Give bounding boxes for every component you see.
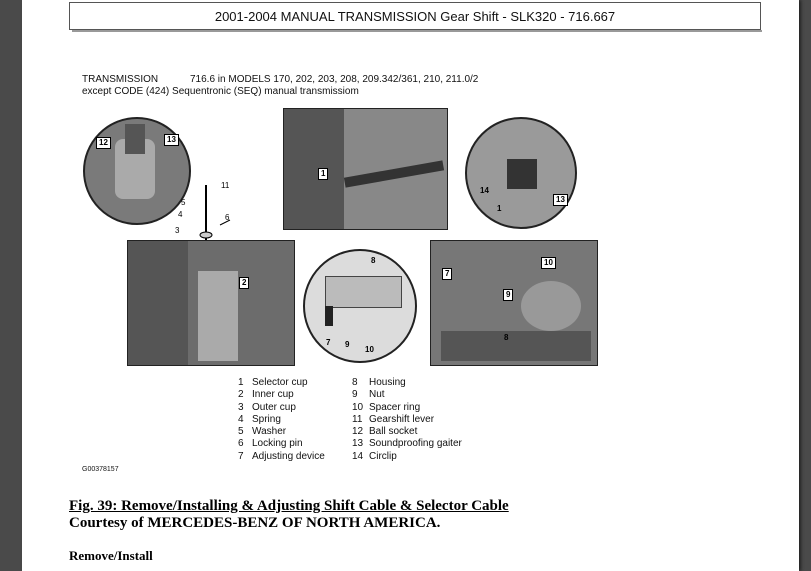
label-3: 3	[175, 226, 180, 235]
legend-num: 8	[352, 377, 358, 388]
label-7: 7	[326, 338, 331, 347]
legend-text: Selector cup	[252, 377, 308, 388]
legend-num: 4	[238, 413, 244, 425]
legend-row	[238, 402, 462, 414]
legend-text: Ball socket	[369, 426, 418, 438]
legend-text: Circlip	[369, 450, 397, 462]
detail-circle-circlip	[465, 117, 577, 229]
label-4: 4	[178, 210, 183, 219]
meta-models: 716.6 in MODELS 170, 202, 203, 208, 209.342/361, 210, 211.0/2	[190, 74, 479, 85]
callout-10: 10	[541, 257, 556, 269]
figure-code: G00378157	[82, 466, 119, 473]
label-5: 5	[181, 198, 186, 207]
legend-num: 10	[352, 401, 364, 413]
legend-text: Washer	[252, 426, 287, 438]
callout-7: 7	[442, 268, 452, 280]
legend-text: Inner cup	[252, 389, 294, 401]
parts-legend	[238, 377, 462, 463]
caption-title: Fig. 39: Remove/Installing & Adjusting Shift Cable & Selector Cable	[69, 498, 509, 514]
callout-13b: 13	[553, 194, 568, 206]
caption-courtesy: Courtesy of MERCEDES-BENZ OF NORTH AMERICA.	[69, 515, 441, 531]
callout-2: 2	[239, 277, 249, 289]
legend-text: Soundproofing gaiter	[369, 438, 462, 450]
figure-meta	[82, 74, 478, 98]
legend-text: Housing	[369, 377, 406, 388]
callout-13: 13	[164, 134, 179, 146]
figure-caption	[69, 498, 509, 532]
legend-num: 12	[352, 426, 364, 438]
label-1b: 1	[497, 204, 502, 213]
legend-text: Gearshift lever	[369, 413, 435, 425]
meta-except: except CODE (424) Sequentronic (SEQ) manual transmissiom	[82, 86, 359, 97]
meta-label: TRANSMISSION	[82, 74, 159, 85]
legend-text: Spring	[252, 413, 281, 425]
legend-row	[238, 451, 462, 463]
legend-num: 14	[352, 450, 364, 462]
legend-num: 5	[238, 426, 244, 438]
legend-row	[238, 389, 462, 401]
legend-row	[238, 438, 462, 450]
label-10: 10	[365, 345, 374, 354]
legend-row	[238, 426, 462, 438]
legend-num: 1	[238, 377, 244, 388]
page-header	[69, 2, 761, 30]
photo-transmission-top	[283, 108, 448, 230]
legend-num: 7	[238, 450, 244, 462]
photo-console	[127, 240, 295, 366]
legend-num: 2	[238, 389, 244, 401]
legend-num: 6	[238, 438, 244, 450]
label-9: 9	[345, 340, 350, 349]
label-14: 14	[480, 186, 489, 195]
legend-text: Spacer ring	[369, 401, 421, 413]
label-8b: 8	[504, 333, 509, 342]
legend-text: Nut	[369, 389, 385, 401]
header-title: 2001-2004 MANUAL TRANSMISSION Gear Shift - SLK320 - 716.667	[214, 8, 616, 24]
label-6: 6	[225, 213, 230, 222]
header-shadow	[72, 30, 762, 32]
detail-circle-housing	[303, 249, 417, 363]
callout-1a: 1	[318, 168, 328, 180]
callout-9: 9	[503, 289, 513, 301]
section-heading: Remove/Install	[69, 548, 153, 563]
label-8: 8	[371, 256, 376, 265]
legend-num: 13	[352, 438, 364, 450]
legend-text: Locking pin	[252, 438, 303, 450]
callout-12: 12	[96, 137, 111, 149]
legend-num: 9	[352, 389, 358, 401]
label-11: 11	[221, 181, 230, 190]
legend-text: Adjusting device	[252, 450, 325, 462]
legend-row	[238, 377, 462, 389]
legend-num: 3	[238, 401, 244, 413]
photo-transmission-bottom	[430, 240, 598, 366]
legend-num: 11	[352, 413, 363, 425]
legend-row	[238, 414, 462, 426]
legend-text: Outer cup	[252, 401, 296, 413]
